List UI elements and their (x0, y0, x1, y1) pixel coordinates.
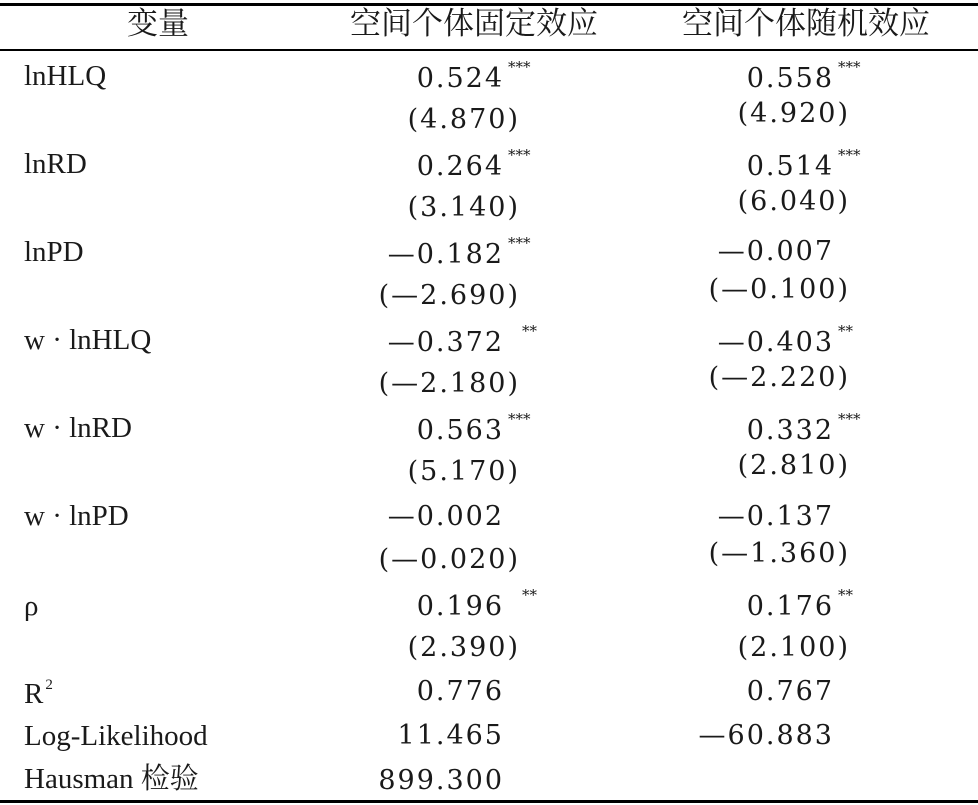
row-label: w · lnRD (24, 412, 132, 444)
fixed-coef (387, 322, 537, 358)
fixed-tstat: (2.390) (407, 632, 520, 663)
fixed-coef (416, 58, 531, 94)
significance-stars: *** (508, 146, 531, 164)
fixed-tstat: (—2.690) (378, 280, 520, 311)
fixed-hausman: 899.300 (378, 765, 504, 796)
row-label: lnPD (24, 236, 84, 268)
random-tstat: (2.810) (737, 450, 850, 481)
random-coef-value: —0.403 (717, 327, 834, 358)
random-coef-value: 0.514 (746, 151, 834, 182)
header-random-effects: 空间个体随机效应 (682, 6, 930, 42)
fixed-coef-value: —0.372 (387, 327, 504, 358)
fixed-log-likelihood: 11.465 (397, 720, 504, 751)
random-tstat: (2.100) (737, 632, 850, 663)
row-label-r-squared (24, 678, 53, 709)
random-tstat: (—1.360) (708, 538, 850, 569)
fixed-tstat: (4.870) (407, 104, 520, 135)
significance-stars: *** (508, 58, 531, 76)
significance-stars: *** (508, 410, 531, 428)
random-coef (718, 503, 834, 530)
r-squared-exponent: 2 (45, 677, 53, 693)
random-tstat: (6.040) (737, 186, 850, 217)
row-label: lnHLQ (24, 60, 107, 92)
fixed-coef (416, 586, 537, 622)
random-coef (746, 58, 861, 94)
significance-stars: ** (838, 586, 853, 604)
significance-stars: ** (522, 586, 537, 604)
significance-stars: ** (838, 322, 853, 340)
fixed-tstat: (—0.020) (378, 544, 520, 575)
fixed-coef-value: 0.264 (416, 151, 504, 182)
row-label: lnRD (24, 148, 87, 180)
row-label-hausman: Hausman 检验 (24, 763, 199, 795)
fixed-tstat: (3.140) (407, 192, 520, 223)
fixed-coef (388, 503, 504, 530)
fixed-coef (387, 234, 531, 270)
row-label-log-likelihood: Log-Likelihood (24, 720, 208, 752)
header-fixed-effects: 空间个体固定效应 (350, 6, 598, 42)
fixed-coef-value: —0.182 (387, 239, 504, 270)
random-tstat: (4.920) (737, 98, 850, 129)
bottom-rule (0, 800, 978, 803)
fixed-coef-value: 0.196 (416, 591, 504, 622)
row-label: w · lnHLQ (24, 324, 152, 356)
fixed-coef (416, 410, 531, 446)
random-coef (746, 146, 861, 182)
random-coef-value: 0.332 (746, 415, 834, 446)
random-coef (718, 238, 834, 265)
random-coef (717, 322, 853, 358)
fixed-tstat: (—2.180) (378, 368, 520, 399)
random-coef-value: —0.007 (717, 236, 834, 267)
header-rule (0, 49, 978, 51)
significance-stars: *** (838, 58, 861, 76)
r-squared-base: R (24, 678, 44, 710)
random-tstat: (—2.220) (708, 362, 850, 393)
fixed-tstat: (5.170) (407, 456, 520, 487)
random-r-squared: 0.767 (746, 676, 834, 707)
significance-stars: *** (838, 146, 861, 164)
random-tstat: (—0.100) (708, 274, 850, 305)
fixed-coef-value: 0.524 (416, 63, 504, 94)
fixed-coef (416, 146, 531, 182)
significance-stars: ** (522, 322, 537, 340)
random-log-likelihood: —60.883 (698, 720, 834, 751)
random-coef-value: —0.137 (717, 501, 834, 532)
row-label: w · lnPD (24, 500, 129, 532)
random-coef (746, 410, 861, 446)
random-coef (746, 586, 853, 622)
row-label: ρ (24, 590, 39, 622)
fixed-coef-value: —0.002 (387, 501, 504, 532)
random-coef-value: 0.176 (746, 591, 834, 622)
significance-stars: *** (508, 234, 531, 252)
significance-stars: *** (838, 410, 861, 428)
header-variable: 变量 (127, 6, 189, 42)
random-coef-value: 0.558 (746, 63, 834, 94)
fixed-coef-value: 0.563 (416, 415, 504, 446)
fixed-r-squared: 0.776 (416, 676, 504, 707)
